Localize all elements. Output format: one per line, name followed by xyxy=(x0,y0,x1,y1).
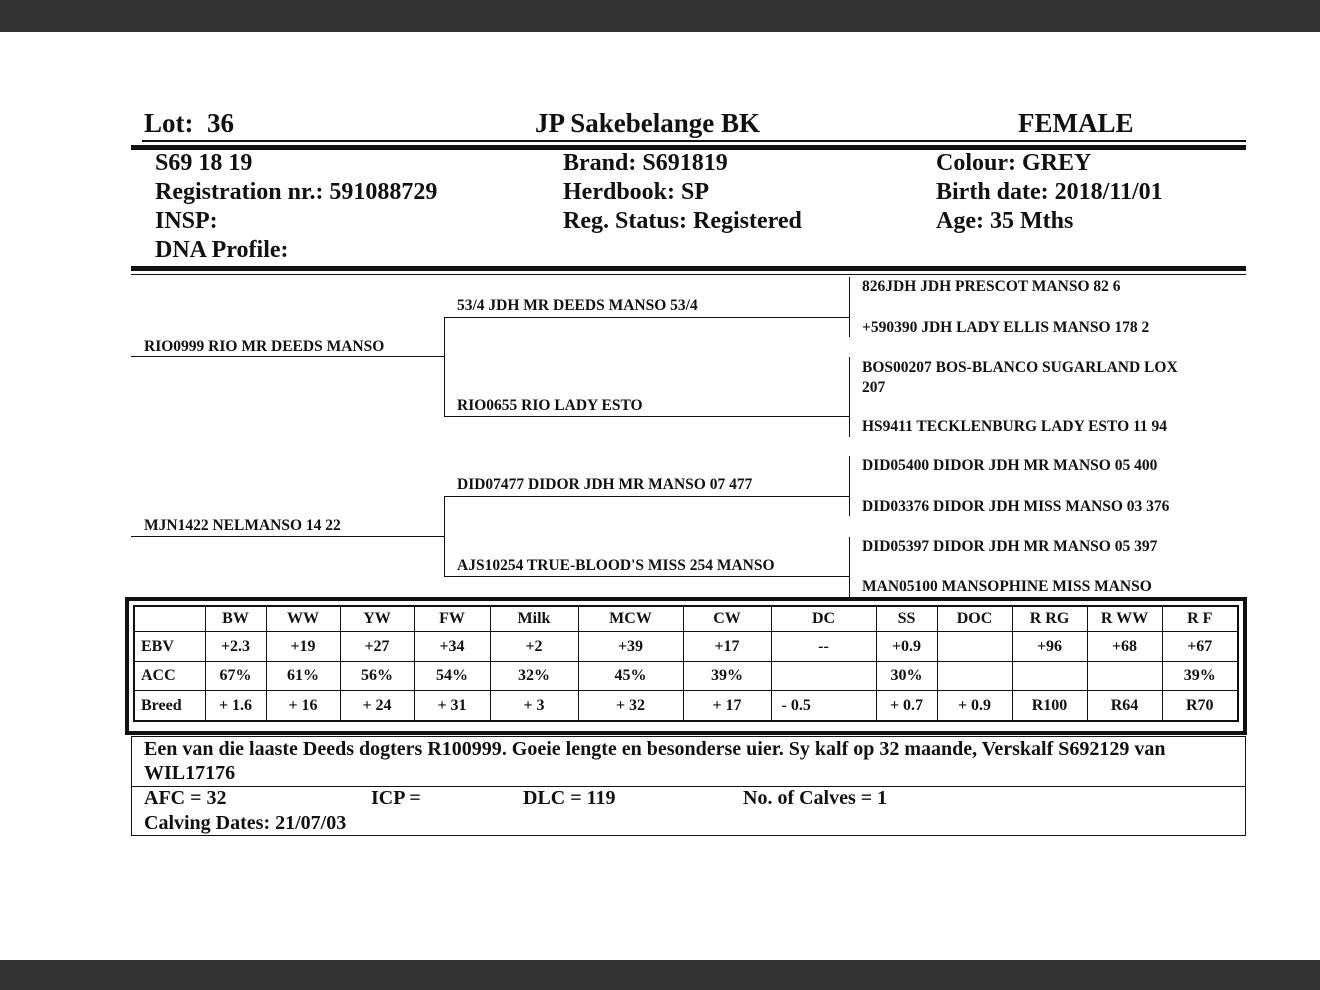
ebv-header-cell: YW xyxy=(340,607,414,632)
ebv-row-label: ACC xyxy=(135,661,205,691)
ebv-cell: + 31 xyxy=(414,691,490,720)
ebv-cell: +2.3 xyxy=(205,632,266,662)
ebv-header-cell: R RG xyxy=(1012,607,1087,632)
pedigree-line xyxy=(444,317,850,318)
brand: Brand: S691819 xyxy=(563,150,728,176)
ebv-cell: +34 xyxy=(414,632,490,662)
colour: Colour: GREY xyxy=(936,150,1092,176)
pedigree-connector xyxy=(849,277,850,337)
pedigree-great-grandparent: MAN05100 MANSOPHINE MISS MANSO xyxy=(862,578,1152,595)
ebv-cell: 30% xyxy=(876,661,937,691)
ebv-header-cell xyxy=(135,607,205,632)
ebv-cell: +96 xyxy=(1012,632,1087,662)
birth-date: Birth date: 2018/11/01 xyxy=(936,179,1163,205)
ebv-cell: + 0.9 xyxy=(937,691,1012,720)
ebv-cell: 54% xyxy=(414,661,490,691)
ebv-header-cell: FW xyxy=(414,607,490,632)
ebv-cell: 56% xyxy=(340,661,414,691)
pedigree-sire: RIO0999 RIO MR DEEDS MANSO xyxy=(144,338,385,355)
pedigree-line xyxy=(444,496,850,497)
ebv-cell: +67 xyxy=(1162,632,1237,662)
dlc-value: DLC = 119 xyxy=(523,787,616,809)
pedigree-connector xyxy=(849,537,850,597)
pedigree-great-grandparent: 826JDH JDH PRESCOT MANSO 82 6 xyxy=(862,278,1121,295)
lot-label-text: Lot: xyxy=(144,108,194,138)
ebv-cell: + 17 xyxy=(683,691,771,720)
ebv-cell: R70 xyxy=(1162,691,1237,720)
pedigree-sire-sire: 53/4 JDH MR DEEDS MANSO 53/4 xyxy=(457,297,698,314)
pedigree-great-grandparent: DID03376 DIDOR JDH MISS MANSO 03 376 xyxy=(862,498,1170,515)
pedigree-line xyxy=(131,536,445,537)
notes-separator xyxy=(132,786,1245,787)
ebv-cell xyxy=(1087,661,1162,691)
top-letterbox-bar xyxy=(0,0,1320,32)
ebv-cell: + 3 xyxy=(490,691,578,720)
pedigree-connector xyxy=(444,317,445,417)
ebv-cell: + 24 xyxy=(340,691,414,720)
ebv-cell: + 0.7 xyxy=(876,691,937,720)
pedigree-connector xyxy=(444,496,445,577)
pedigree-great-grandparent: DID05400 DIDOR JDH MR MANSO 05 400 xyxy=(862,457,1158,474)
info-rule-thick xyxy=(131,266,1246,271)
lot-label xyxy=(144,108,234,139)
pedigree-dam-dam: AJS10254 TRUE-BLOOD'S MISS 254 MANSO xyxy=(457,557,775,574)
ebv-row-label: Breed xyxy=(135,691,205,720)
ebv-cell: +27 xyxy=(340,632,414,662)
ebv-cell: +2 xyxy=(490,632,578,662)
ebv-row-ebv xyxy=(135,632,1237,662)
ebv-header-cell: CW xyxy=(683,607,771,632)
registration-number: Registration nr.: 591088729 xyxy=(155,179,438,205)
ebv-header-cell: DC xyxy=(771,607,876,632)
pedigree-great-grandparent: DID05397 DIDOR JDH MR MANSO 05 397 xyxy=(862,538,1158,555)
animal-id: S69 18 19 xyxy=(155,150,253,176)
insp: INSP: xyxy=(155,208,218,234)
ebv-cell: 39% xyxy=(683,661,771,691)
ebv-cell: 45% xyxy=(578,661,683,691)
icp-value: ICP = xyxy=(371,787,421,809)
ebv-cell: 61% xyxy=(266,661,340,691)
ebv-cell: R64 xyxy=(1087,691,1162,720)
ebv-cell: + 32 xyxy=(578,691,683,720)
info-rule-thin xyxy=(131,274,1246,275)
ebv-header-cell: R WW xyxy=(1087,607,1162,632)
ebv-header-cell: Milk xyxy=(490,607,578,632)
ebv-cell xyxy=(937,632,1012,662)
lot-number: 36 xyxy=(207,108,234,138)
afc-value: AFC = 32 xyxy=(144,787,227,809)
ebv-cell: -- xyxy=(771,632,876,662)
ebv-cell: +17 xyxy=(683,632,771,662)
sex-label: FEMALE xyxy=(1018,108,1134,138)
calving-dates: Calving Dates: 21/07/03 xyxy=(144,812,347,834)
ebv-cell: R100 xyxy=(1012,691,1087,720)
pedigree-great-grandparent: BOS00207 BOS-BLANCO SUGARLAND LOX xyxy=(862,359,1178,376)
ebv-cell xyxy=(937,661,1012,691)
ebv-header-cell: WW xyxy=(266,607,340,632)
pedigree-line xyxy=(131,356,445,357)
ebv-row-label: EBV xyxy=(135,632,205,662)
owner-name: JP Sakebelange BK xyxy=(535,108,761,138)
ebv-cell: - 0.5 xyxy=(771,691,876,720)
ebv-cell: +39 xyxy=(578,632,683,662)
number-of-calves: No. of Calves = 1 xyxy=(743,787,888,809)
pedigree-dam: MJN1422 NELMANSO 14 22 xyxy=(144,517,341,534)
ebv-cell: 32% xyxy=(490,661,578,691)
dna-profile: DNA Profile: xyxy=(155,237,289,263)
comment-line-1: Een van die laaste Deeds dogters R100999. Goeie lengte en besonderse uier. Sy kalf op 32 maande, Verskalf S692129 van xyxy=(144,738,1166,760)
pedigree-great-grandparent: HS9411 TECKLENBURG LADY ESTO 11 94 xyxy=(862,418,1168,435)
ebv-row-acc xyxy=(135,661,1237,691)
pedigree-line xyxy=(444,416,850,417)
ebv-header-cell: BW xyxy=(205,607,266,632)
registration-status: Reg. Status: Registered xyxy=(563,208,802,234)
ebv-table xyxy=(135,607,1237,720)
ebv-cell: 67% xyxy=(205,661,266,691)
ebv-cell: +68 xyxy=(1087,632,1162,662)
ebv-cell: +19 xyxy=(266,632,340,662)
pedigree-line xyxy=(444,576,850,577)
header-rule-thin xyxy=(142,140,1246,142)
ebv-cell: +0.9 xyxy=(876,632,937,662)
ebv-header-cell: R F xyxy=(1162,607,1237,632)
herdbook: Herdbook: SP xyxy=(563,179,710,205)
age: Age: 35 Mths xyxy=(936,208,1074,234)
ebv-cell: + 16 xyxy=(266,691,340,720)
bottom-letterbox-bar xyxy=(0,960,1320,990)
ebv-cell xyxy=(1012,661,1087,691)
pedigree-dam-sire: DID07477 DIDOR JDH MR MANSO 07 477 xyxy=(457,476,753,493)
ebv-header-cell: MCW xyxy=(578,607,683,632)
ebv-header-cell: SS xyxy=(876,607,937,632)
comment-line-2: WIL17176 xyxy=(144,762,236,784)
ebv-header-cell: DOC xyxy=(937,607,1012,632)
pedigree-connector xyxy=(849,456,850,516)
ebv-cell: + 1.6 xyxy=(205,691,266,720)
ebv-row-breed xyxy=(135,691,1237,720)
ebv-header-row xyxy=(135,607,1237,632)
ebv-cell xyxy=(771,661,876,691)
pedigree-connector xyxy=(849,357,850,437)
ebv-cell: 39% xyxy=(1162,661,1237,691)
pedigree-sire-dam: RIO0655 RIO LADY ESTO xyxy=(457,397,643,414)
pedigree-great-grandparent-cont: 207 xyxy=(862,379,886,396)
pedigree-great-grandparent: +590390 JDH LADY ELLIS MANSO 178 2 xyxy=(862,319,1150,336)
